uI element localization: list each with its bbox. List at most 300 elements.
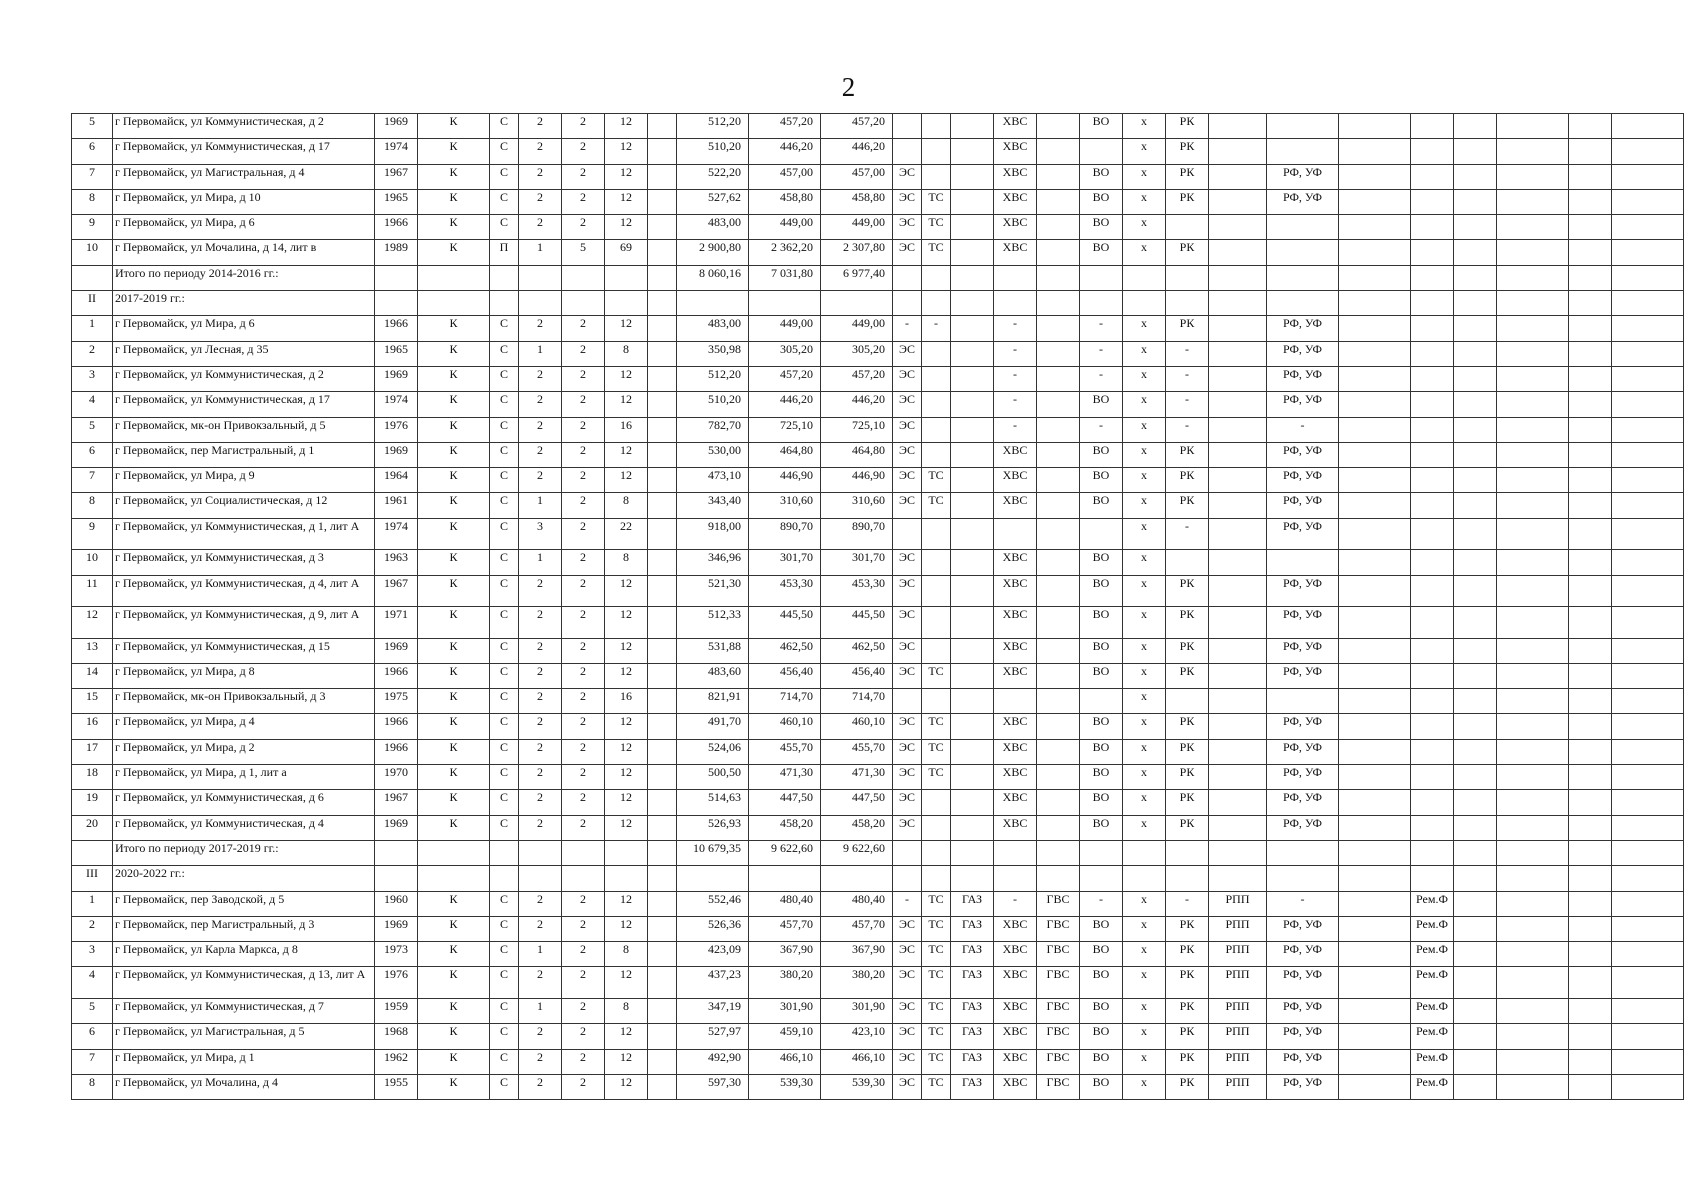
table-cell: 20	[72, 815, 113, 840]
table-cell: 456,40	[821, 663, 893, 688]
address-cell: г Первомайск, ул Магистральная, д 5	[113, 1024, 375, 1049]
address-cell: г Первомайск, ул Коммунистическая, д 4	[113, 815, 375, 840]
table-cell	[648, 607, 677, 639]
table-cell	[1037, 689, 1080, 714]
table-cell: 18	[72, 765, 113, 790]
table-cell: 12	[605, 663, 648, 688]
table-cell: -	[1166, 518, 1209, 550]
table-cell: 2 307,80	[821, 240, 893, 265]
table-cell	[951, 518, 994, 550]
table-cell: х	[1123, 392, 1166, 417]
table-row	[72, 1074, 1684, 1099]
table-cell: 22	[605, 518, 648, 550]
table-cell: К	[418, 739, 490, 764]
table-cell: ГАЗ	[951, 916, 994, 941]
table-cell: ВО	[1080, 240, 1123, 265]
table-cell	[922, 442, 951, 467]
table-cell: РФ, УФ	[1267, 739, 1339, 764]
table-cell	[1569, 189, 1612, 214]
table-cell	[1209, 265, 1267, 290]
table-cell: РФ, УФ	[1267, 607, 1339, 639]
table-cell: 471,30	[821, 765, 893, 790]
table-cell: -	[1267, 417, 1339, 442]
table-cell	[1209, 493, 1267, 518]
table-cell: 1989	[375, 240, 418, 265]
table-cell: 2	[562, 316, 605, 341]
table-cell: 1966	[375, 739, 418, 764]
table-cell	[1037, 442, 1080, 467]
table-cell	[1209, 815, 1267, 840]
table-cell: ХВС	[994, 550, 1037, 575]
table-cell	[648, 891, 677, 916]
table-cell: К	[418, 916, 490, 941]
table-cell: 8 060,16	[677, 265, 749, 290]
table-cell: 512,20	[677, 366, 749, 391]
table-cell: 2	[519, 663, 562, 688]
table-cell	[1612, 714, 1684, 739]
table-cell: ГВС	[1037, 967, 1080, 999]
table-cell: 2	[562, 689, 605, 714]
table-cell	[1037, 607, 1080, 639]
table-row	[72, 114, 1684, 139]
table-cell: ЭС	[893, 575, 922, 607]
table-cell	[1569, 518, 1612, 550]
table-cell: 1	[519, 493, 562, 518]
table-cell: 16	[72, 714, 113, 739]
table-cell	[648, 866, 677, 891]
table-cell	[1497, 164, 1569, 189]
table-cell: 1962	[375, 1049, 418, 1074]
table-cell: 510,20	[677, 392, 749, 417]
table-cell: 1960	[375, 891, 418, 916]
address-cell: г Первомайск, ул Коммунистическая, д 7	[113, 998, 375, 1023]
table-cell	[1411, 739, 1454, 764]
address-cell: г Первомайск, пер Магистральный, д 1	[113, 442, 375, 467]
table-cell: х	[1123, 550, 1166, 575]
table-row	[72, 493, 1684, 518]
table-cell: 9	[72, 518, 113, 550]
table-cell	[821, 866, 893, 891]
table-cell	[1454, 139, 1497, 164]
table-cell: 2	[519, 714, 562, 739]
table-cell: 1965	[375, 189, 418, 214]
table-cell	[951, 341, 994, 366]
table-cell	[1497, 942, 1569, 967]
table-cell: 3	[519, 518, 562, 550]
table-cell: 782,70	[677, 417, 749, 442]
table-row	[72, 714, 1684, 739]
table-cell: РК	[1166, 468, 1209, 493]
table-cell: С	[490, 366, 519, 391]
table-cell: 2	[562, 493, 605, 518]
table-cell: С	[490, 916, 519, 941]
table-cell: ВО	[1080, 815, 1123, 840]
table-cell	[1037, 114, 1080, 139]
table-cell: К	[418, 790, 490, 815]
table-cell	[1454, 550, 1497, 575]
table-cell: 2	[519, 1024, 562, 1049]
table-cell: 714,70	[749, 689, 821, 714]
table-cell	[951, 442, 994, 467]
table-cell: С	[490, 316, 519, 341]
table-cell: 2 900,80	[677, 240, 749, 265]
table-cell: ЭС	[893, 815, 922, 840]
table-cell: х	[1123, 765, 1166, 790]
table-cell: 4	[72, 392, 113, 417]
table-cell	[922, 866, 951, 891]
table-cell: 1971	[375, 607, 418, 639]
table-cell: РК	[1166, 790, 1209, 815]
table-cell: РФ, УФ	[1267, 1049, 1339, 1074]
table-cell	[1454, 215, 1497, 240]
table-cell	[1037, 739, 1080, 764]
table-cell: 1967	[375, 575, 418, 607]
table-row	[72, 291, 1684, 316]
table-cell: 539,30	[749, 1074, 821, 1099]
table-cell	[1612, 341, 1684, 366]
table-cell: РФ, УФ	[1267, 765, 1339, 790]
table-cell: 12	[605, 139, 648, 164]
table-cell	[490, 866, 519, 891]
table-cell	[1612, 1049, 1684, 1074]
table-cell	[1037, 550, 1080, 575]
table-cell: С	[490, 815, 519, 840]
table-cell: 2	[562, 739, 605, 764]
table-cell	[1454, 638, 1497, 663]
table-cell	[1339, 765, 1411, 790]
table-cell	[648, 114, 677, 139]
table-cell	[1209, 291, 1267, 316]
table-cell: 466,10	[821, 1049, 893, 1074]
table-cell: РПП	[1209, 1024, 1267, 1049]
table-cell: ГВС	[1037, 998, 1080, 1023]
table-cell	[922, 518, 951, 550]
table-cell: 9 622,60	[749, 840, 821, 865]
table-cell	[951, 417, 994, 442]
table-cell	[1569, 967, 1612, 999]
table-cell	[1454, 1024, 1497, 1049]
table-cell	[994, 866, 1037, 891]
table-cell: 2	[519, 366, 562, 391]
table-cell: х	[1123, 139, 1166, 164]
table-cell	[1339, 866, 1411, 891]
table-cell	[1037, 164, 1080, 189]
table-cell	[1411, 417, 1454, 442]
table-row	[72, 739, 1684, 764]
table-cell: ХВС	[994, 663, 1037, 688]
address-cell: Итого по периоду 2014-2016 гг.:	[113, 265, 375, 290]
table-cell	[1497, 240, 1569, 265]
table-cell: П	[490, 240, 519, 265]
table-cell	[1569, 998, 1612, 1023]
table-cell	[1497, 265, 1569, 290]
table-cell	[418, 265, 490, 290]
table-cell: 301,70	[749, 550, 821, 575]
table-cell	[1569, 392, 1612, 417]
table-cell	[922, 815, 951, 840]
table-cell: 305,20	[821, 341, 893, 366]
table-row	[72, 607, 1684, 639]
table-cell	[1339, 366, 1411, 391]
table-cell: К	[418, 689, 490, 714]
table-cell: ЭС	[893, 240, 922, 265]
table-cell: С	[490, 493, 519, 518]
table-cell: ЭС	[893, 341, 922, 366]
table-cell	[922, 139, 951, 164]
table-cell: 12	[605, 1024, 648, 1049]
table-cell: С	[490, 1049, 519, 1074]
table-cell: 423,10	[821, 1024, 893, 1049]
table-cell	[1497, 1049, 1569, 1074]
table-cell: 500,50	[677, 765, 749, 790]
table-cell: 447,50	[821, 790, 893, 815]
table-cell	[648, 493, 677, 518]
table-cell: ХВС	[994, 998, 1037, 1023]
table-cell	[1267, 215, 1339, 240]
table-cell	[1497, 341, 1569, 366]
table-cell: 2	[562, 550, 605, 575]
table-cell	[1454, 164, 1497, 189]
table-cell: 473,10	[677, 468, 749, 493]
table-cell	[1411, 265, 1454, 290]
table-cell	[1037, 392, 1080, 417]
table-cell: 7	[72, 164, 113, 189]
table-cell: С	[490, 468, 519, 493]
table-cell	[893, 840, 922, 865]
table-cell: ХВС	[994, 765, 1037, 790]
table-cell: ВО	[1080, 442, 1123, 467]
table-cell	[1123, 265, 1166, 290]
table-cell	[1497, 815, 1569, 840]
table-cell	[951, 714, 994, 739]
table-cell	[1497, 417, 1569, 442]
table-cell	[1497, 891, 1569, 916]
table-cell: 2	[519, 189, 562, 214]
table-cell: 456,40	[749, 663, 821, 688]
table-cell: Рем.Ф	[1411, 942, 1454, 967]
table-cell	[1569, 114, 1612, 139]
table-cell	[1454, 663, 1497, 688]
table-cell: 510,20	[677, 139, 749, 164]
table-cell: 301,90	[821, 998, 893, 1023]
table-cell: 1965	[375, 341, 418, 366]
table-cell	[922, 840, 951, 865]
table-cell: ЭС	[893, 392, 922, 417]
table-cell: К	[418, 366, 490, 391]
table-cell	[1497, 638, 1569, 663]
table-cell: х	[1123, 714, 1166, 739]
table-cell: 13	[72, 638, 113, 663]
table-cell	[375, 840, 418, 865]
table-cell: 457,20	[749, 114, 821, 139]
table-cell	[1037, 341, 1080, 366]
table-cell: ГВС	[1037, 1074, 1080, 1099]
table-cell: ХВС	[994, 1024, 1037, 1049]
table-cell: 301,70	[821, 550, 893, 575]
table-cell: РК	[1166, 164, 1209, 189]
table-cell	[951, 215, 994, 240]
table-cell	[648, 998, 677, 1023]
table-row	[72, 392, 1684, 417]
table-cell	[605, 265, 648, 290]
table-cell	[648, 942, 677, 967]
table-cell: 1974	[375, 518, 418, 550]
table-cell	[994, 689, 1037, 714]
table-cell	[1454, 291, 1497, 316]
table-cell: ЭС	[893, 739, 922, 764]
table-cell	[1037, 866, 1080, 891]
table-cell	[1209, 607, 1267, 639]
table-cell: РФ, УФ	[1267, 366, 1339, 391]
table-cell	[1612, 790, 1684, 815]
table-cell: ХВС	[994, 442, 1037, 467]
table-cell: 457,20	[821, 114, 893, 139]
table-cell	[1612, 417, 1684, 442]
table-cell: ХВС	[994, 139, 1037, 164]
table-cell: х	[1123, 240, 1166, 265]
table-cell	[1339, 1049, 1411, 1074]
table-cell	[519, 866, 562, 891]
table-cell	[1411, 689, 1454, 714]
table-cell: 1969	[375, 638, 418, 663]
table-cell	[1411, 164, 1454, 189]
table-cell: К	[418, 341, 490, 366]
table-cell: ГАЗ	[951, 998, 994, 1023]
table-cell: 521,30	[677, 575, 749, 607]
table-cell	[893, 114, 922, 139]
table-cell: х	[1123, 417, 1166, 442]
page-number: 2	[841, 72, 856, 102]
table-cell	[1454, 1074, 1497, 1099]
table-cell	[1454, 468, 1497, 493]
table-cell: -	[1166, 392, 1209, 417]
table-cell: К	[418, 663, 490, 688]
table-cell: 2	[562, 790, 605, 815]
table-cell: ЭС	[893, 493, 922, 518]
table-cell	[1411, 518, 1454, 550]
table-cell	[1454, 442, 1497, 467]
table-cell: 8	[605, 550, 648, 575]
table-row	[72, 840, 1684, 865]
table-cell: РФ, УФ	[1267, 575, 1339, 607]
table-cell: 2	[519, 891, 562, 916]
table-cell: ЭС	[893, 916, 922, 941]
table-cell: 12	[605, 316, 648, 341]
address-cell: г Первомайск, ул Магистральная, д 4	[113, 164, 375, 189]
table-cell: РФ, УФ	[1267, 815, 1339, 840]
table-cell	[922, 575, 951, 607]
table-cell: ЭС	[893, 189, 922, 214]
table-cell	[1612, 689, 1684, 714]
table-cell: 1967	[375, 164, 418, 189]
table-cell	[1569, 607, 1612, 639]
table-cell: РФ, УФ	[1267, 468, 1339, 493]
table-cell	[1037, 493, 1080, 518]
table-row	[72, 550, 1684, 575]
address-cell: г Первомайск, ул Коммунистическая, д 15	[113, 638, 375, 663]
table-cell: 310,60	[821, 493, 893, 518]
table-cell: 2	[562, 468, 605, 493]
table-cell: 446,20	[821, 392, 893, 417]
table-cell: К	[418, 998, 490, 1023]
table-cell: 890,70	[821, 518, 893, 550]
table-cell	[1612, 518, 1684, 550]
table-cell	[951, 765, 994, 790]
table-cell: ХВС	[994, 739, 1037, 764]
table-cell: ВО	[1080, 575, 1123, 607]
table-cell: 2	[562, 942, 605, 967]
table-cell: -	[1166, 417, 1209, 442]
table-cell: 455,70	[749, 739, 821, 764]
table-cell	[375, 866, 418, 891]
table-cell	[1037, 417, 1080, 442]
table-cell	[519, 291, 562, 316]
table-cell: К	[418, 392, 490, 417]
table-cell	[951, 607, 994, 639]
table-cell: К	[418, 1074, 490, 1099]
table-cell: 2	[562, 215, 605, 240]
table-cell: ВО	[1080, 790, 1123, 815]
table-cell: 12	[72, 607, 113, 639]
table-cell: 423,09	[677, 942, 749, 967]
table-cell	[1612, 607, 1684, 639]
table-cell: 455,70	[821, 739, 893, 764]
address-cell: г Первомайск, мк-он Привокзальный, д 3	[113, 689, 375, 714]
table-cell: РК	[1166, 316, 1209, 341]
table-cell: 483,00	[677, 316, 749, 341]
table-row	[72, 998, 1684, 1023]
table-cell	[1339, 967, 1411, 999]
table-cell	[1454, 316, 1497, 341]
table-cell: -	[1080, 366, 1123, 391]
table-cell	[1454, 518, 1497, 550]
table-cell	[922, 689, 951, 714]
table-cell	[648, 550, 677, 575]
table-cell	[1612, 638, 1684, 663]
table-cell: К	[418, 417, 490, 442]
table-cell	[922, 164, 951, 189]
table-cell: К	[418, 1024, 490, 1049]
table-cell: 514,63	[677, 790, 749, 815]
table-cell	[1454, 998, 1497, 1023]
table-cell	[1612, 316, 1684, 341]
table-cell: 8	[605, 942, 648, 967]
table-cell: 491,70	[677, 714, 749, 739]
table-cell: 1963	[375, 550, 418, 575]
table-cell: 447,50	[749, 790, 821, 815]
table-cell: 310,60	[749, 493, 821, 518]
table-cell	[490, 840, 519, 865]
table-cell	[1411, 638, 1454, 663]
address-cell: г Первомайск, ул Мира, д 1, лит а	[113, 765, 375, 790]
table-cell	[1569, 468, 1612, 493]
table-cell: 1966	[375, 663, 418, 688]
table-cell	[1497, 366, 1569, 391]
address-cell: г Первомайск, ул Мира, д 10	[113, 189, 375, 214]
table-cell	[951, 392, 994, 417]
table-cell	[1569, 164, 1612, 189]
table-cell	[1612, 468, 1684, 493]
table-cell: ХВС	[994, 815, 1037, 840]
table-cell: 512,33	[677, 607, 749, 639]
table-cell: 1966	[375, 316, 418, 341]
table-cell	[1612, 442, 1684, 467]
table-cell: ТС	[922, 240, 951, 265]
table-cell: 2	[562, 607, 605, 639]
table-row	[72, 638, 1684, 663]
table-cell: С	[490, 114, 519, 139]
table-cell: 8	[72, 1074, 113, 1099]
